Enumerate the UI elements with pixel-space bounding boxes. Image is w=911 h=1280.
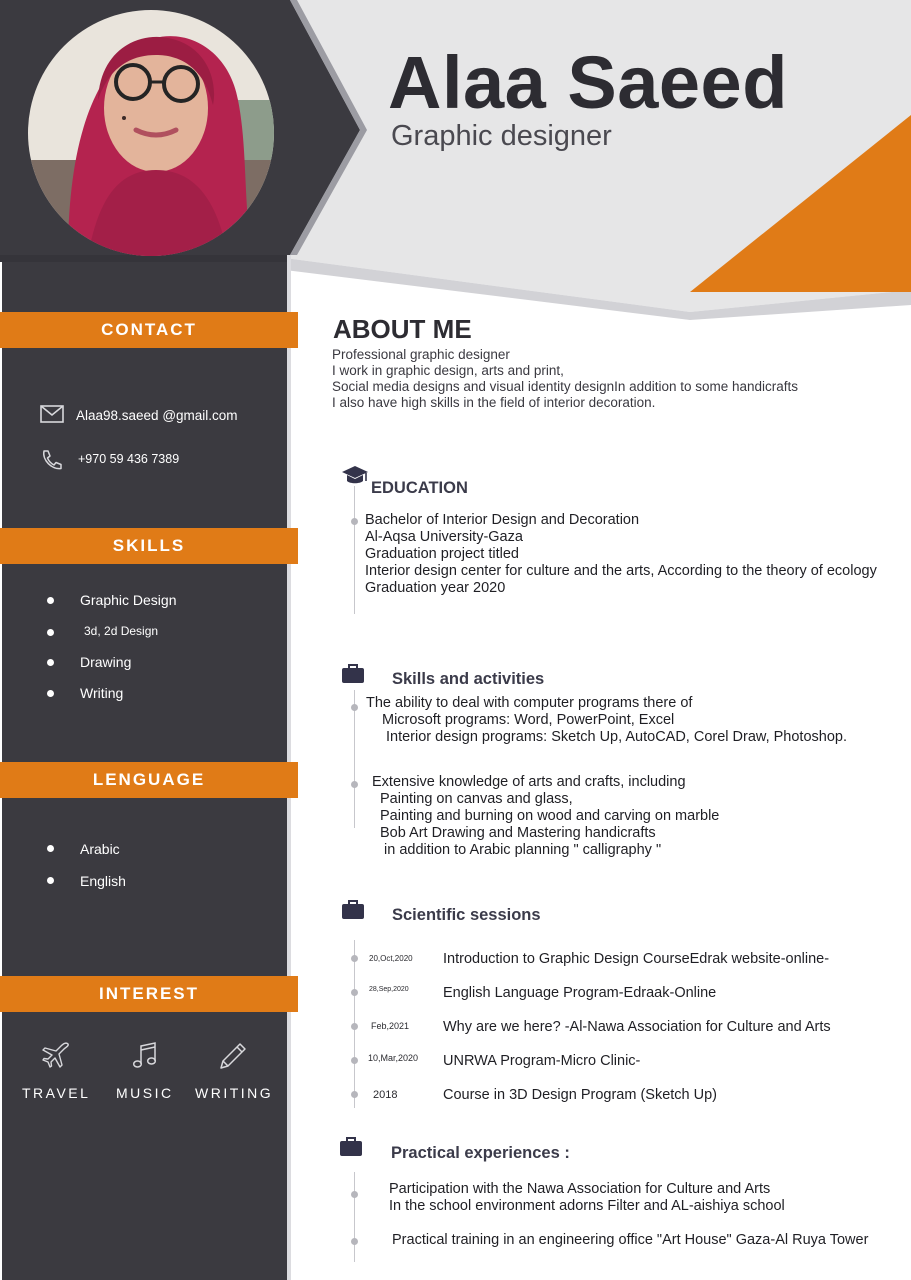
education-title: EDUCATION — [371, 479, 468, 497]
interest-label: TRAVEL — [22, 1085, 91, 1101]
bullet — [47, 845, 54, 852]
skills-activities-title: Skills and activities — [392, 670, 545, 688]
briefcase-icon — [341, 664, 365, 684]
education-line: Bachelor of Interior Design and Decoration — [365, 512, 640, 528]
skill-item: Graphic Design — [80, 592, 177, 608]
timeline-line — [354, 1172, 355, 1262]
interest-label: WRITING — [195, 1085, 274, 1101]
session-text: Why are we here? -Al-Nawa Association for Culture and Arts — [443, 1019, 831, 1035]
candidate-name: Alaa Saeed — [388, 41, 788, 124]
education-line: Al-Aqsa University-Gaza — [365, 529, 523, 545]
education-line: Interior design center for culture and the arts, According to the theory of ecology — [365, 563, 877, 579]
education-line: Graduation year 2020 — [365, 580, 506, 596]
activity-line: Painting and burning on wood and carving on marble — [380, 808, 720, 824]
contact-phone[interactable]: +970 59 436 7389 — [78, 452, 180, 466]
timeline-dot — [351, 1191, 358, 1198]
timeline-dot — [351, 781, 358, 788]
music-note-icon — [130, 1041, 160, 1071]
experience-line: Participation with the Nawa Association for Culture and Arts — [389, 1181, 771, 1197]
activity-line: Interior design programs: Sketch Up, AutoCAD, Corel Draw, Photoshop. — [386, 729, 847, 745]
bullet — [47, 629, 54, 636]
about-line: I also have high skills in the field of interior decoration. — [332, 395, 656, 410]
bullet — [47, 597, 54, 604]
briefcase-icon — [341, 900, 365, 920]
session-text: English Language Program-Edraak-Online — [443, 985, 717, 1001]
language-item: Arabic — [80, 841, 120, 857]
experience-title: Practical experiences : — [391, 1144, 570, 1162]
activity-line: Painting on canvas and glass, — [380, 791, 573, 807]
bullet — [47, 659, 54, 666]
timeline-dot — [351, 1238, 358, 1245]
about-title: ABOUT ME — [333, 314, 472, 344]
timeline-dot — [351, 1023, 358, 1030]
education-line: Graduation project titled — [365, 546, 519, 562]
pencil-icon — [218, 1041, 248, 1071]
bullet — [47, 690, 54, 697]
interest-heading: INTEREST — [0, 976, 298, 1012]
contact-heading: CONTACT — [0, 312, 298, 348]
session-date: 2018 — [373, 1089, 398, 1101]
experience-line: Practical training in an engineering office "Art House" Gaza-Al Ruya Tower — [392, 1232, 869, 1248]
bullet — [47, 877, 54, 884]
activity-line: Microsoft programs: Word, PowerPoint, Excel — [382, 712, 675, 728]
timeline-dot — [351, 704, 358, 711]
about-line: Social media designs and visual identity designIn addition to some handicrafts — [332, 379, 799, 394]
about-line: I work in graphic design, arts and print, — [332, 363, 564, 378]
skills-heading: SKILLS — [0, 528, 298, 564]
session-text: Course in 3D Design Program (Sketch Up) — [443, 1087, 717, 1103]
briefcase-icon — [339, 1137, 363, 1157]
timeline-dot — [351, 518, 358, 525]
airplane-icon — [41, 1041, 71, 1071]
session-date: 10,Mar,2020 — [368, 1053, 419, 1063]
about-line: Professional graphic designer — [332, 347, 510, 362]
activity-line: Extensive knowledge of arts and crafts, including — [372, 774, 686, 790]
timeline-dot — [351, 1091, 358, 1098]
session-text: UNRWA Program-Micro Clinic- — [443, 1053, 641, 1069]
timeline-dot — [351, 1057, 358, 1064]
contact-email[interactable]: Alaa98.saeed @gmail.com — [76, 408, 238, 423]
experience-line: In the school environment adorns Filter and AL-aishiya school — [389, 1198, 785, 1214]
candidate-role: Graphic designer — [391, 120, 612, 152]
skill-item: Drawing — [80, 654, 132, 670]
skill-item: 3d, 2d Design — [84, 624, 159, 638]
timeline-line — [354, 486, 355, 614]
activity-line: The ability to deal with computer programs there of — [366, 695, 693, 711]
language-heading: LENGUAGE — [0, 762, 298, 798]
session-date: 28,Sep,2020 — [369, 986, 409, 993]
language-item: English — [80, 873, 126, 889]
phone-icon — [40, 449, 62, 471]
interest-label: MUSIC — [116, 1085, 174, 1101]
session-date: Feb,2021 — [371, 1021, 410, 1031]
timeline-dot — [351, 955, 358, 962]
sessions-title: Scientific sessions — [392, 906, 541, 924]
graduation-cap-icon — [341, 464, 369, 488]
activity-line: Bob Art Drawing and Mastering handicrafts — [380, 825, 656, 841]
envelope-icon — [40, 405, 64, 423]
session-text: Introduction to Graphic Design CourseEdrak website-online- — [443, 951, 830, 967]
activity-line: in addition to Arabic planning " calligraphy " — [384, 842, 662, 858]
profile-photo — [28, 10, 274, 256]
session-date: 20,Oct,2020 — [369, 954, 413, 963]
timeline-dot — [351, 989, 358, 996]
skill-item: Writing — [80, 685, 124, 701]
